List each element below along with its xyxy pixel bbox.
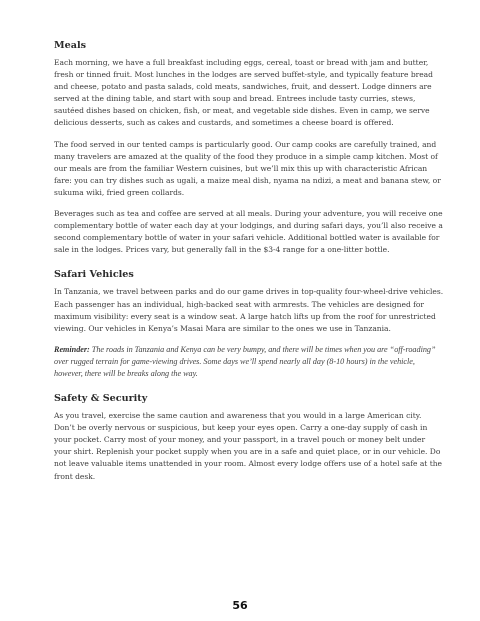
meals-paragraph-2: The food served in our tented camps is particularly good. Our camp cooks are carefully trained, and many travelers are amazed at the quality of the food they produce in a simple camp kitchen. Most of our meals are from the familiar Western cuisines, but we’ll mix this up with characteristic African fare: you can try dishes such as ugali, a maize meal dish, nyama na ndizi, a meat and banana stew, or sukuma wiki, fried green collards. — [54, 139, 441, 197]
page-number: 56 — [232, 599, 248, 612]
safety-paragraph-1: As you travel, exercise the same caution and awareness that you would in a large American city. Don’t be overly nervous or suspicious, but keep your eyes open. Carry a one-day supply of cash in your pocket. Carry most of your money, and your passport, in a travel pouch or money belt under your shirt. Replenish your pocket supply when you are in a safe and quiet place, or in our vehicle. Do not leave valuable items unattended in your room. Almost every lodge offers use of a hotel safe at the front desk. — [54, 411, 442, 481]
section-safari-vehicles — [54, 269, 444, 380]
section-safety-security — [54, 393, 444, 483]
reminder-text: The roads in Tanzania and Kenya can be very bumpy, and there will be times when you are “off-roading” over rugged terrain for game-viewing drives. Some days we’ll spend nearly all day (8-10 hours) in the vehicle, however, there will be breaks along the way. — [54, 344, 436, 378]
reminder-label: Reminder: — [54, 344, 90, 354]
heading-meals: Meals — [54, 40, 86, 51]
reminder-note — [54, 344, 444, 380]
section-meals — [54, 40, 444, 256]
document-page — [54, 40, 444, 492]
heading-safety-security: Safety & Security — [54, 393, 148, 405]
meals-paragraph-1: Each morning, we have a full breakfast including eggs, cereal, toast or bread with jam and butter, fresh or tinned fruit. Most lunches in the lodges are served buffet-style, and typically feature bread and cheese, potato and pasta salads, cold meats, sandwiches, fruit, and dessert. Lodge dinners are served at the dining table, and start with soup and bread. Entrees include tasty curries, stews, sautéed dishes based on chicken, fish, or meat, and vegetable side dishes. Even in camp, we serve delicious desserts, such as cakes and custards, and sometimes a cheese board is offered. — [54, 58, 433, 128]
meals-paragraph-3: Beverages such as tea and coffee are served at all meals. During your adventure, you will receive one complementary bottle of water each day at your lodgings, and during safari days, you’ll also receive a second complementary bottle of water in your safari vehicle. Additional bottled water is available for sale in the lodges. Prices vary, but generally fall in the $3-4 range for a one-litter bottle. — [54, 209, 443, 255]
heading-safari-vehicles: Safari Vehicles — [54, 269, 134, 281]
vehicles-paragraph-1: In Tanzania, we travel between parks and do our game drives in top-quality four-wheel-drive vehicles. Each passenger has an individual, high-backed seat with armrests. The vehicles are designed for maximum visibility: every seat is a window seat. A large hatch lifts up from the roof for unrestricted viewing. Our vehicles in Kenya’s Masai Mara are similar to the ones we use in Tanzania. — [54, 287, 444, 333]
